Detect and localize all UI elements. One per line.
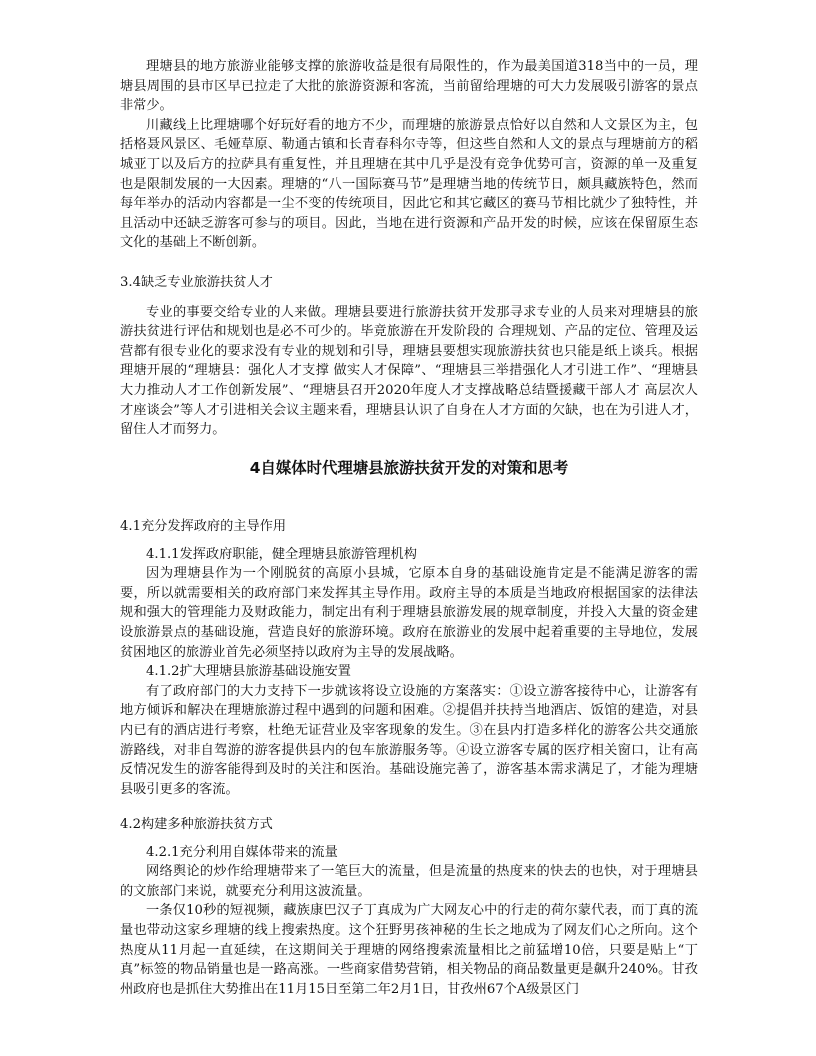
paragraph-scenic-spots: 川藏线上比理塘哪个好玩好看的地方不少，而理塘的旅游景点恰好以自然和人文景区为主，包括格聂风景区、毛娅草原、勒通古镇和长青春科尔寺等，但这些自然和人文的景点与理塘前方的稻城亚丁以及后方的拉萨具有重复性，并且理塘在其中几乎是没有竞争优势可言，资源的单一及重复也是限制发展的一大因素。理塘的“八一国际赛马节”是理塘当地的传统节日，颇具藏族特色，然而每年举办的活动内容都是一尘不变的传统项目，因此它和其它藏区的赛马节相比就少了独特性，并且活动中还缺乏游客可参与的项目。因此，当地在进行资源和产品开发的时候，应该在保留原生态文化的基础上不断创新。 bbox=[120, 117, 698, 251]
section-4-1 bbox=[120, 517, 698, 799]
section-3-4 bbox=[120, 273, 698, 440]
heading-4-1: 4.1充分发挥政府的主导作用 bbox=[120, 519, 287, 534]
paragraph-government-role: 因为理塘县作为一个刚脱贫的高原小县城，它原本自身的基础设施肯定是不能满足游客的需要，所以就需要相关的政府部门来发挥其主导作用。政府主导的本质是当地政府根据国家的法律法规和强大的管理能力及财政能力，制定出有利于理塘县旅游发展的规章制度，并投入大量的资金建设旅游景点的基础设施，营造良好的旅游环境。政府在旅游业的发展中起着重要的主导地位，发展贫困地区的旅游业首先必须坚持以政府为主导的发展战略。 bbox=[120, 566, 698, 660]
paragraph-infrastructure: 有了政府部门的大力支持下一步就该将设立设施的方案落实：①设立游客接待中心，让游客有地方倾诉和解决在理塘旅游过程中遇到的问题和困难。②提倡并扶持当地酒店、饭馆的建造，对县内已有的酒店进行考察，杜绝无证营业及宰客现象的发生。③在县内打造多样化的游客公共交通旅游路线，对非自驾游的游客提供县内的包车旅游服务等。④设立游客专属的医疗相关窗口，让有高反情况发生的游客能得到及时的关注和医治。基础设施完善了，游客基本需求满足了，才能为理塘县吸引更多的客流。 bbox=[120, 683, 698, 797]
heading-3-4: 3.4缺乏专业旅游扶贫人才 bbox=[120, 275, 273, 290]
heading-4-2: 4.2构建多种旅游扶贫方式 bbox=[120, 817, 273, 832]
heading-4-1-2: 4.1.2扩大理塘县旅游基础设施安置 bbox=[146, 664, 351, 680]
section-3-continued bbox=[120, 57, 698, 253]
paragraph-talent-shortage: 专业的事要交给专业的人来做。理塘县要进行旅游扶贫开发那寻求专业的人员来对理塘县的旅游扶贫进行评估和规划也是必不可少的。毕竟旅游在开发阶段的 合理规划、产品的定位、管理及运营都有很专业化的要求没有专业的规划和引导，理塘县要想实现旅游扶贫也只能是纸上谈兵。根据理塘开展的“理塘县：强化人才支撑 做实人才保障”、“理塘县三举措强化人才引进工作”、“理塘县大力推动人才工作创新发展”、“理塘县召开2020年度人才支撑战略总结暨援藏干部人才 高层次人才座谈会”等人才引进相关会议主题来看，理塘县认识了自身在人才方面的欠缺，也在为引进人才，留住人才而努力。 bbox=[120, 304, 698, 438]
section-4-2 bbox=[120, 815, 698, 999]
heading-4-1-1: 4.1.1发挥政府职能，健全理塘县旅游管理机构 bbox=[146, 546, 417, 562]
chapter-4-title: 4自媒体时代理塘县旅游扶贫开发的对策和思考 bbox=[249, 459, 569, 477]
paragraph-tourism-revenue: 理塘县的地方旅游业能够支撑的旅游收益是很有局限性的，作为最美国道318当中的一员，理塘县周围的县市区早已拉走了大批的旅游资源和客流，当前留给理塘的可大力发展吸引游客的景点非常少。 bbox=[120, 59, 698, 114]
paragraph-media-traffic: 网络舆论的炒作给理塘带来了一笔巨大的流量，但是流量的热度来的快去的也快，对于理塘县的文旅部门来说，就要充分利用这波流量。 bbox=[120, 864, 698, 899]
heading-4-2-1: 4.2.1充分利用自媒体带来的流量 bbox=[146, 844, 338, 860]
paragraph-dingzhen: 一条仅10秒的短视频，藏族康巴汉子丁真成为广大网友心中的行走的荷尔蒙代表，而丁真的流量也带动这家乡理塘的线上搜索热度。这个狂野男孩神秘的生长之地成为了网友们心之所向。这个热度从11月起一直延续，在这期间关于理塘的网络搜索流量相比之前猛增10倍，只要是贴上“丁真”标签的物品销量也是一路高涨。一些商家借势营销，相关物品的商品数量更是飙升240%。甘孜州政府也是抓住大势推出在11月15日至第二年2月1日，甘孜州67个A级景区门 bbox=[120, 903, 698, 997]
